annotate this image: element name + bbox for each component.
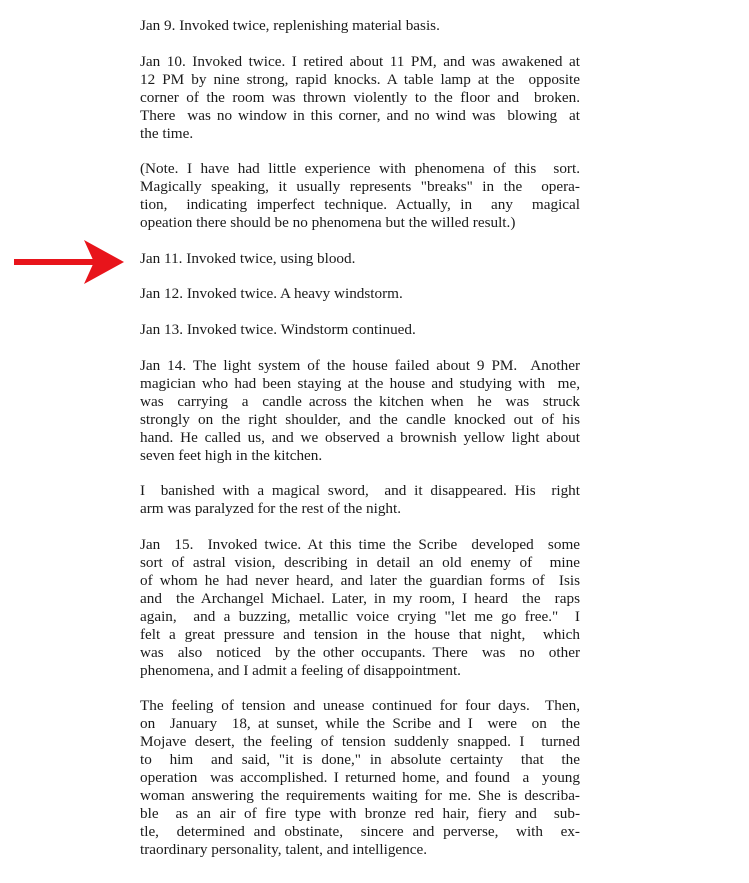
paragraph-jan-13 — [140, 321, 580, 339]
text-line: Jan 15. Invoked twice. At this time the Scribe developed some — [140, 536, 580, 553]
text-line: Jan 13. Invoked twice. Windstorm continued. — [140, 321, 416, 338]
text-line: Mojave desert, the feeling of tension suddenly snapped. I turned — [140, 733, 580, 750]
text-line: arm was paralyzed for the rest of the night. — [140, 500, 402, 517]
text-line: Jan 11. Invoked twice, using blood. — [140, 250, 356, 267]
text-line: phenomena, and I admit a feeling of disappointment. — [140, 662, 461, 679]
text-line: was also noticed by the other occupants. There was no other — [140, 644, 580, 661]
text-line: of whom he had never heard, and later the guardian forms of Isis — [140, 572, 580, 589]
text-line: was carrying a candle across the kitchen when he was struck — [140, 393, 580, 410]
text-line: magician who had been staying at the house and studying with me, — [140, 375, 580, 392]
right-arrow-icon — [14, 238, 124, 286]
text-line: woman answering the requirements waiting for me. She is describa- — [140, 787, 580, 804]
text-line: ble as an air of fire type with bronze red hair, fiery and sub- — [140, 805, 580, 822]
text-line: sort of astral vision, describing in detail an old enemy of mine — [140, 554, 580, 571]
text-line: on January 18, at sunset, while the Scribe and I were on the — [140, 715, 580, 732]
text-line: Jan 10. Invoked twice. I retired about 11 PM, and was awakened at — [140, 53, 580, 70]
text-line: traordinary personality, talent, and intelligence. — [140, 841, 428, 858]
paragraph-jan-12 — [140, 285, 580, 303]
text-line: Jan 12. Invoked twice. A heavy windstorm. — [140, 285, 403, 302]
text-line: to him and said, "it is done," in absolute certainty that the — [140, 751, 580, 768]
text-line: (Note. I have had little experience with phenomena of this sort. — [140, 160, 580, 177]
paragraph-jan-11 — [140, 250, 580, 268]
text-line: Jan 14. The light system of the house failed about 9 PM. Another — [140, 357, 580, 374]
text-line: opeation there should be no phenomena but the willed result.) — [140, 214, 516, 231]
text-line: felt a great pressure and tension in the house that night, which — [140, 626, 580, 643]
paragraph-note — [140, 160, 580, 232]
text-line: There was no window in this corner, and no wind was blowing at — [140, 107, 580, 124]
text-line: strongly on the right shoulder, and the candle knocked out of his — [140, 411, 580, 428]
paragraph-jan-10 — [140, 53, 580, 143]
text-line: I banished with a magical sword, and it disappeared. His right — [140, 482, 580, 499]
paragraph-jan-14 — [140, 357, 580, 465]
text-line: operation was accomplished. I returned home, and found a young — [140, 769, 580, 786]
paragraph-jan-15 — [140, 536, 580, 680]
text-line: tle, determined and obstinate, sincere and perverse, with ex- — [140, 823, 580, 840]
text-line: the time. — [140, 125, 194, 142]
text-line: seven feet high in the kitchen. — [140, 447, 323, 464]
text-line: hand. He called us, and we observed a brownish yellow light about — [140, 429, 580, 446]
paragraph-jan-9 — [140, 17, 580, 35]
text-line: corner of the room was thrown violently to the floor and broken. — [140, 89, 580, 106]
text-line: again, and a buzzing, metallic voice crying "let me go free." I — [140, 608, 580, 625]
paragraph-tension — [140, 697, 580, 859]
text-line: Jan 9. Invoked twice, replenishing material basis. — [140, 17, 440, 34]
text-line: tion, indicating imperfect technique. Actually, in any magical — [140, 196, 580, 213]
text-line: and the Archangel Michael. Later, in my room, I heard the raps — [140, 590, 580, 607]
arrow-shaft — [14, 259, 94, 265]
text-line: 12 PM by nine strong, rapid knocks. A table lamp at the opposite — [140, 71, 580, 88]
text-line: Magically speaking, it usually represents "breaks" in the opera- — [140, 178, 580, 195]
text-line: The feeling of tension and unease continued for four days. Then, — [140, 697, 580, 714]
paragraph-banished — [140, 482, 580, 518]
